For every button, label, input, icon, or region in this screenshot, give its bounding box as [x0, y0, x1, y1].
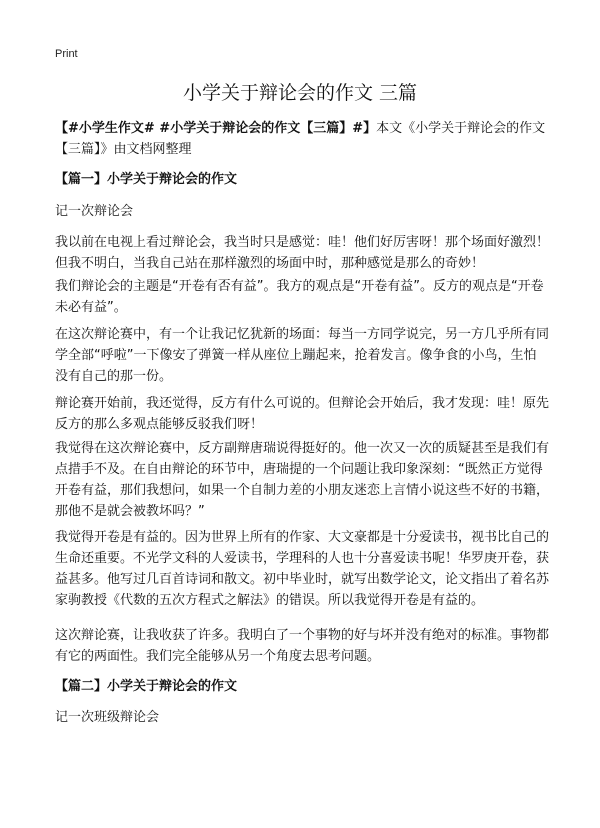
paragraph: 记一次班级辩论会 [55, 710, 160, 725]
print-label: Print [55, 48, 78, 60]
intro-text: 本文《小学关于辩论会的作文【三篇】》由文档网整理 [55, 121, 546, 157]
section-heading-2: 【篇二】小学关于辩论会的作文 [55, 679, 238, 694]
paragraph: 在这次辩论赛中，有一个让我记忆犹新的场面：每当一方同学说完，另一方几乎所有同学全部“呼啦”一下像安了弹簧一样从座位上蹦起来，抢着发言。像争食的小鸟，生怕没有自己的那一份。 [55, 327, 550, 384]
paragraph: 我觉得开卷是有益的。因为世界上所有的作家、大文豪都是十分爱读书，视书比自己的生命还重要。不光学文科的人爱读书，学理科的人也十分喜爱读书呢！华罗庚开卷，获益甚多。他写过几百首诗词和散文。初中毕业时，就写出数学论文，论文指出了着名苏家驹教授《代数的五次方程式之解法》的错误。所以我觉得开卷是有益的。 [55, 530, 550, 608]
paragraph: 我以前在电视上看过辩论会，我当时只是感觉：哇！他们好厉害呀！那个场面好激烈！但我不明白，当我自己站在那样激烈的场面中时，那种感觉是那么的奇妙！ [55, 235, 550, 271]
paragraph: 我觉得在这次辩论赛中，反方副辩唐瑞说得挺好的。他一次又一次的质疑甚至是我们有点措手不及。在自由辩论的环节中，唐瑞提的一个问题让我印象深刻：“既然正方觉得开卷有益，那们我想问，如果一个自制力差的小朋友迷恋上言情小说这些不好的书籍，那他不是就会被教坏吗？” [55, 441, 550, 519]
paragraph: 我们辩论会的主题是“开卷有否有益”。我方的观点是“开卷有益”。反方的观点是“开卷未必有益”。 [55, 279, 544, 315]
section-heading-1: 【篇一】小学关于辩论会的作文 [55, 172, 238, 187]
intro-paragraph [55, 118, 549, 160]
page-title: 小学关于辩论会的作文 三篇 [182, 82, 418, 104]
paragraph: 这次辩论赛，让我收获了许多。我明白了一个事物的好与坏并没有绝对的标准。事物都有它的两面性。我们完全能够从另一个角度去思考问题。 [55, 628, 550, 664]
paragraph: 辩论赛开始前，我还觉得，反方有什么可说的。但辩论会开始后，我才发现：哇！原先反方的那么多观点能够反驳我们呀！ [55, 396, 550, 432]
paragraph: 记一次辩论会 [55, 204, 134, 219]
intro-tags: 【#小学生作文# #小学关于辩论会的作文【三篇】#】 [55, 121, 377, 136]
